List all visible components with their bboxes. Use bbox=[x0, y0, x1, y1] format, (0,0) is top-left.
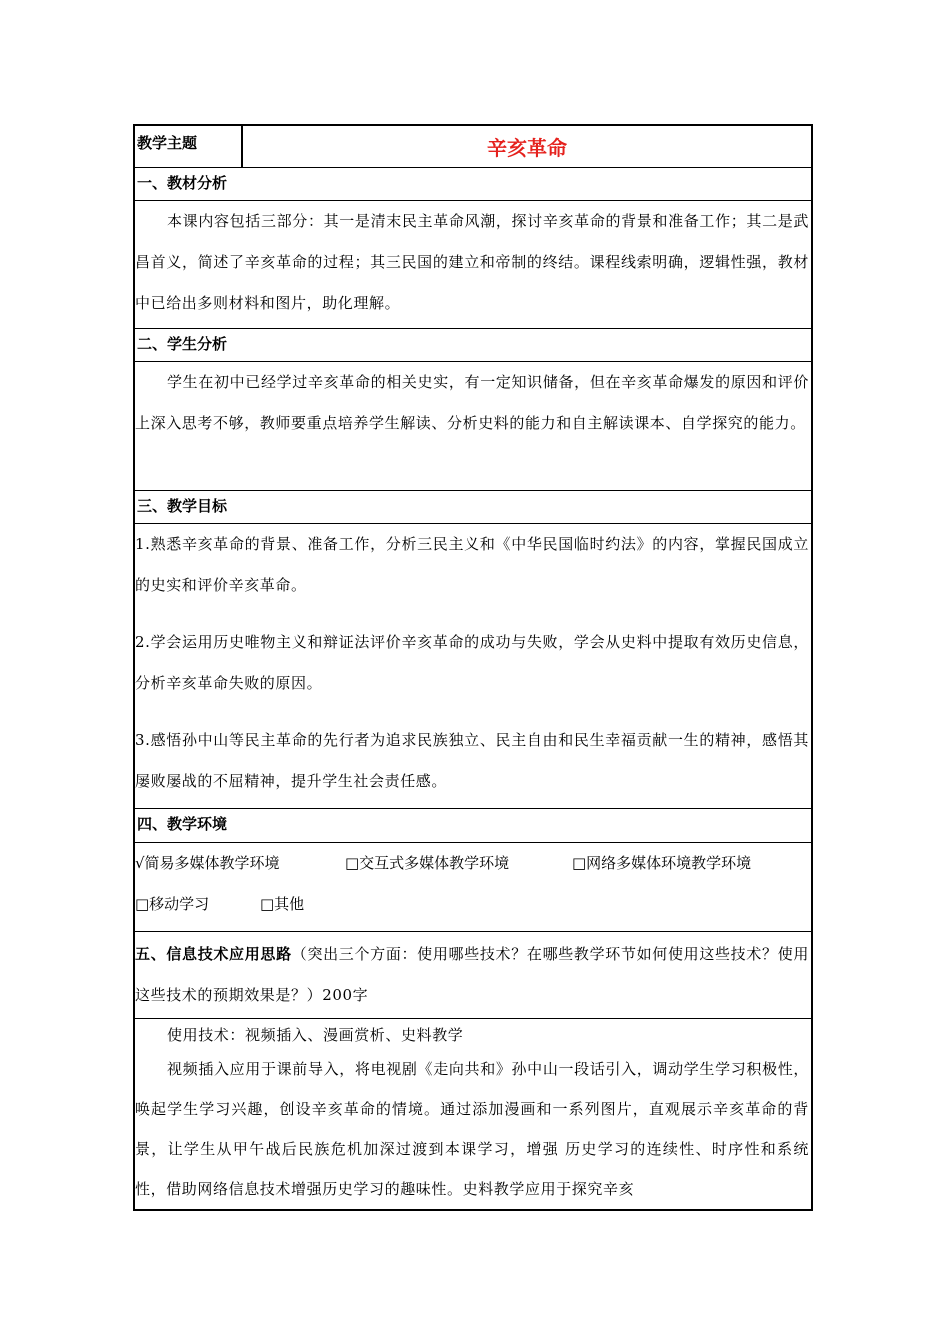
env-option-interactive-multimedia[interactable]: □交互式多媒体教学环境 bbox=[345, 854, 510, 872]
environment-options-line-1 bbox=[135, 843, 811, 884]
env-option-simple-multimedia[interactable]: √简易多媒体教学环境 bbox=[135, 854, 280, 872]
section-heading-teaching-environment: 四、教学环境 bbox=[135, 809, 811, 843]
teaching-goal-item: 1.熟悉辛亥革命的背景、准备工作，分析三民主义和《中华民国临时约法》的内容，掌握民国成立的史实和评价辛亥革命。 bbox=[135, 535, 809, 594]
teaching-environment-body bbox=[135, 843, 811, 932]
teaching-goal-item: 3.感悟孙中山等民主革命的先行者为追求民族独立、民主自由和民生幸福贡献一生的精神，感悟其屡败屡战的不屈精神，提升学生社会责任感。 bbox=[135, 731, 809, 790]
it-application-body bbox=[135, 1019, 811, 1209]
environment-options-line-2 bbox=[135, 884, 811, 925]
env-option-mobile-learning[interactable]: □移动学习 bbox=[135, 895, 210, 913]
title-row bbox=[135, 126, 811, 168]
student-analysis-text: 学生在初中已经学过辛亥革命的相关史实，有一定知识储备，但在辛亥革命爆发的原因和评价上深入思考不够，教师要重点培养学生解读、分析史料的能力和自主解读课本、自学探究的能力。 bbox=[135, 373, 809, 432]
it-application-text: 视频插入应用于课前导入，将电视剧《走向共和》孙中山一段话引入，调动学生学习积极性，唤起学生学习兴趣，创设辛亥革命的情境。通过添加漫画和一系列图片，直观展示辛亥革命的背景，让学生从甲午战后民族危机加深过渡到本课学习，增强 历史学习的连续性、时序性和系统性，借助网络信息技术增强历史学习的趣味性。史料教学应用于探究辛亥 bbox=[135, 1060, 809, 1198]
section-heading-student-analysis: 二、学生分析 bbox=[135, 329, 811, 362]
section-heading-teaching-goals: 三、教学目标 bbox=[135, 491, 811, 524]
tech-used-line: 使用技术：视频插入、漫画赏析、史料教学 bbox=[167, 1026, 464, 1044]
section-heading-textbook-analysis: 一、教材分析 bbox=[135, 168, 811, 201]
it-application-note: （突出三个方面：使用哪些技术？在哪些教学环节如何使用这些技术？使用这些技术的预期效果是？）200字 bbox=[135, 945, 809, 1004]
student-analysis-body bbox=[135, 362, 811, 491]
it-application-heading-block bbox=[135, 932, 811, 1019]
teaching-goal-item: 2.学会运用历史唯物主义和辩证法评价辛亥革命的成功与失败，学会从史料中提取有效历史信息，分析辛亥革命失败的原因。 bbox=[135, 633, 809, 692]
env-option-network-multimedia[interactable]: □网络多媒体环境教学环境 bbox=[572, 854, 752, 872]
section-heading-it-application: 五、信息技术应用思路 bbox=[135, 945, 292, 963]
textbook-analysis-body bbox=[135, 201, 811, 329]
lesson-plan-table bbox=[133, 124, 813, 1211]
env-option-other[interactable]: □其他 bbox=[260, 895, 305, 913]
teaching-goals-body bbox=[135, 524, 811, 809]
it-application-heading-para bbox=[135, 934, 809, 1016]
title-label: 教学主题 bbox=[135, 126, 243, 167]
lesson-title: 辛亥革命 bbox=[487, 136, 567, 160]
textbook-analysis-text: 本课内容包括三部分：其一是清末民主革命风潮，探讨辛亥革命的背景和准备工作；其二是武昌首义，简述了辛亥革命的过程；其三民国的建立和帝制的终结。课程线索明确，逻辑性强，教材中已给出多则材料和图片，助化理解。 bbox=[135, 212, 809, 312]
